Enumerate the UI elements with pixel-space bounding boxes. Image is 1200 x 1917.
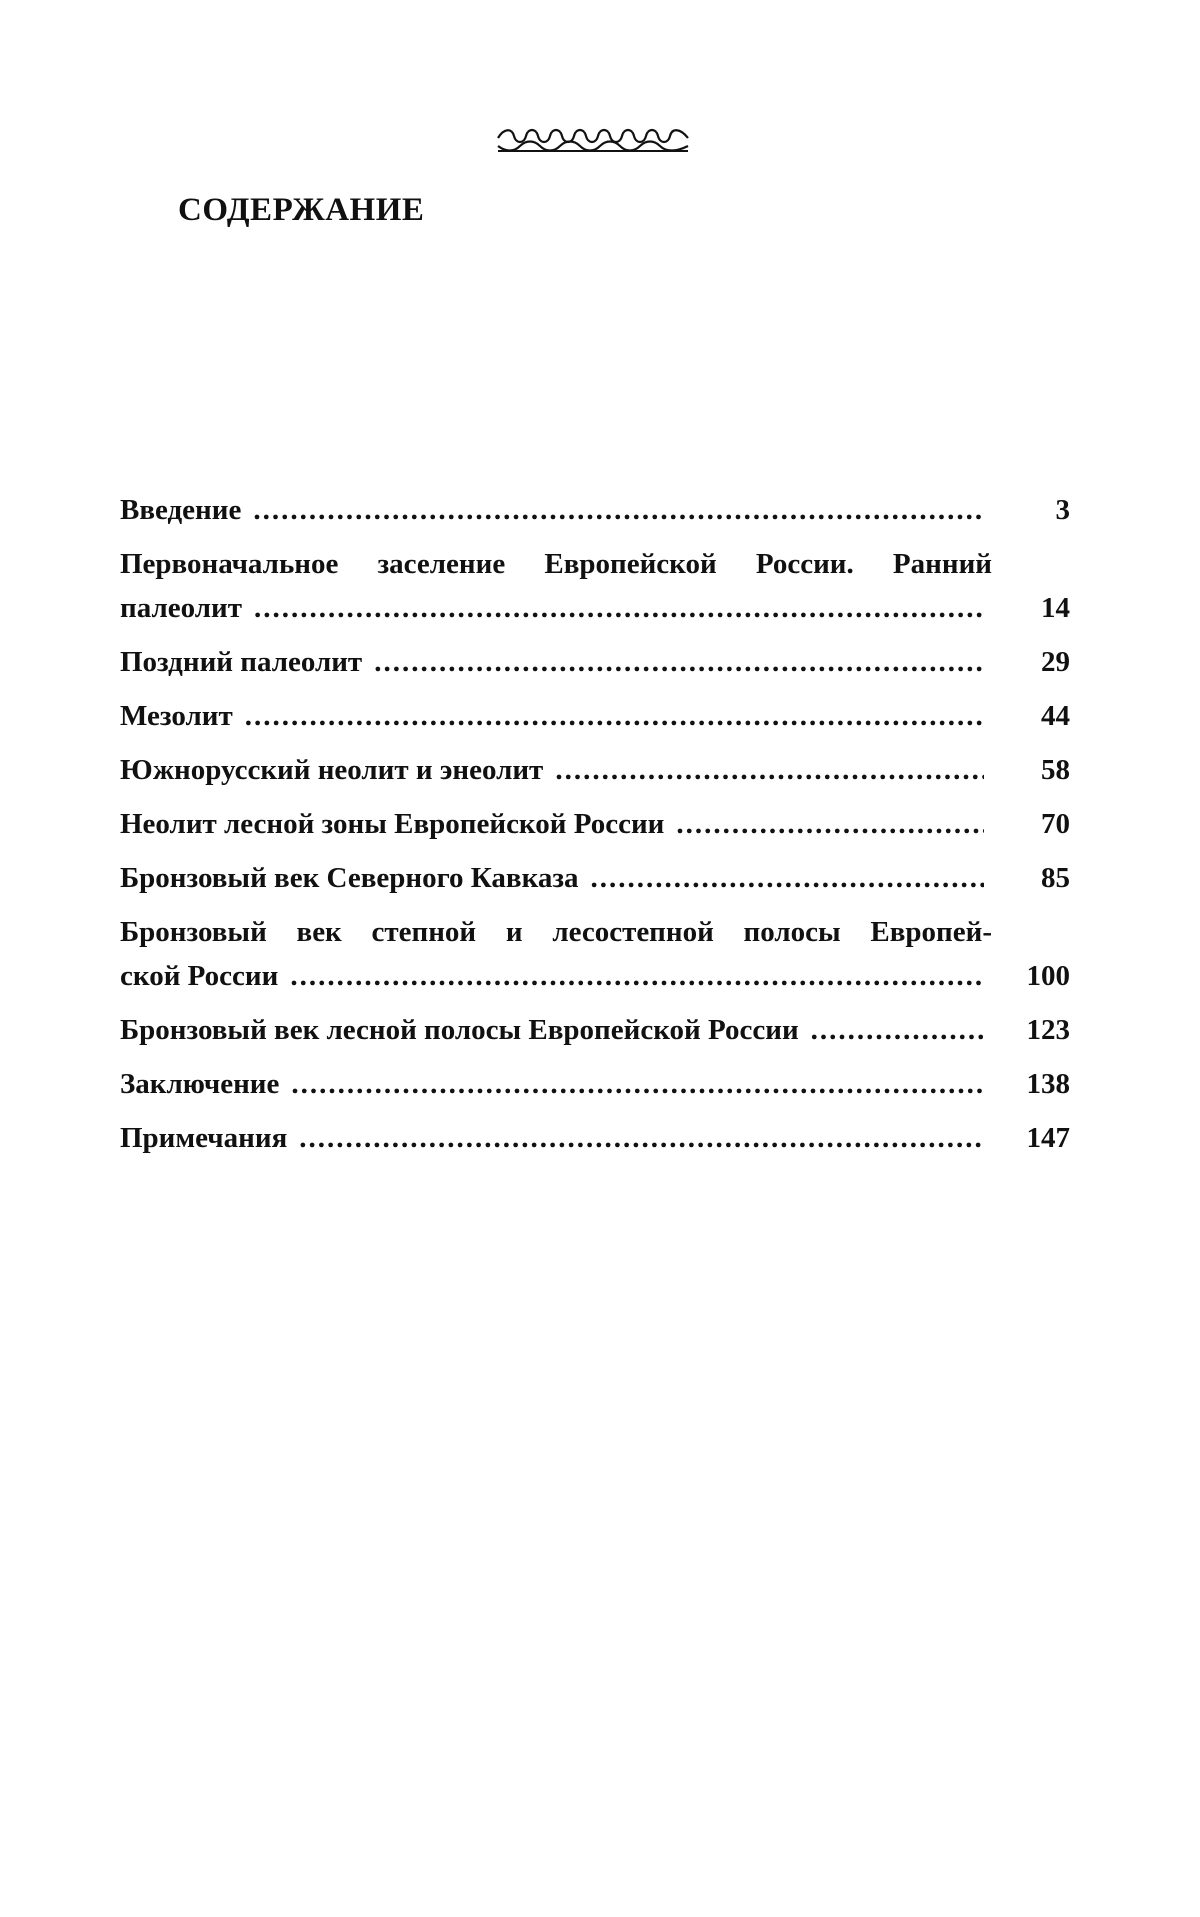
dot-leader [254, 586, 984, 630]
toc-entry [120, 748, 1070, 792]
dot-leader [290, 954, 984, 998]
toc-entry [120, 910, 1070, 998]
decorative-ornament-icon [496, 124, 690, 154]
toc-page-number: 44 [1041, 700, 1070, 732]
toc-entry [120, 488, 1070, 532]
toc-entry-title: Заключение [120, 1068, 280, 1100]
toc-page-number: 3 [1055, 494, 1070, 526]
toc-entry-title-line: палеолит [120, 592, 242, 624]
dot-leader [245, 694, 984, 738]
toc-page-number: 29 [1041, 646, 1070, 678]
toc-page-number: 14 [1041, 592, 1070, 624]
toc-entry-title: Бронзовый век лесной полосы Европейской России [120, 1014, 799, 1046]
toc-page-number: 70 [1041, 808, 1070, 840]
toc-entry-title-line: Первоначальное заселение Европейской России. Ранний [120, 548, 992, 580]
dot-leader [676, 802, 984, 846]
toc-entry-title: Примечания [120, 1122, 288, 1154]
toc-entry [120, 1008, 1070, 1052]
dot-leader [374, 640, 984, 684]
toc-entry-title: Мезолит [120, 700, 233, 732]
toc-page-number: 123 [1026, 1014, 1070, 1046]
toc-entry-title: Введение [120, 494, 242, 526]
toc-entry-title: Неолит лесной зоны Европейской России [120, 808, 665, 840]
dot-leader [291, 1062, 984, 1106]
toc-entry [120, 640, 1070, 684]
toc-entry-title-line: ской России [120, 960, 279, 992]
page-title: СОДЕРЖАНИЕ [178, 192, 425, 228]
dot-leader [591, 856, 985, 900]
toc-entry [120, 1116, 1070, 1160]
dot-leader [555, 748, 984, 792]
dot-leader [299, 1116, 984, 1160]
toc-entry-title: Южнорусский неолит и энеолит [120, 754, 544, 786]
toc-page-number: 147 [1026, 1122, 1070, 1154]
toc-page-number: 85 [1041, 862, 1070, 894]
dot-leader [811, 1008, 984, 1052]
toc-page-number: 58 [1041, 754, 1070, 786]
toc-entry [120, 856, 1070, 900]
toc-page-number: 138 [1026, 1068, 1070, 1100]
toc-entry [120, 694, 1070, 738]
table-of-contents [120, 488, 1070, 1170]
toc-entry [120, 542, 1070, 630]
dot-leader [253, 488, 984, 532]
toc-entry-title-line: Бронзовый век степной и лесостепной полосы Европей- [120, 916, 992, 948]
toc-entry-title: Бронзовый век Северного Кавказа [120, 862, 579, 894]
toc-page-number: 100 [1026, 960, 1070, 992]
toc-entry-title: Поздний палеолит [120, 646, 363, 678]
toc-entry [120, 1062, 1070, 1106]
toc-entry [120, 802, 1070, 846]
